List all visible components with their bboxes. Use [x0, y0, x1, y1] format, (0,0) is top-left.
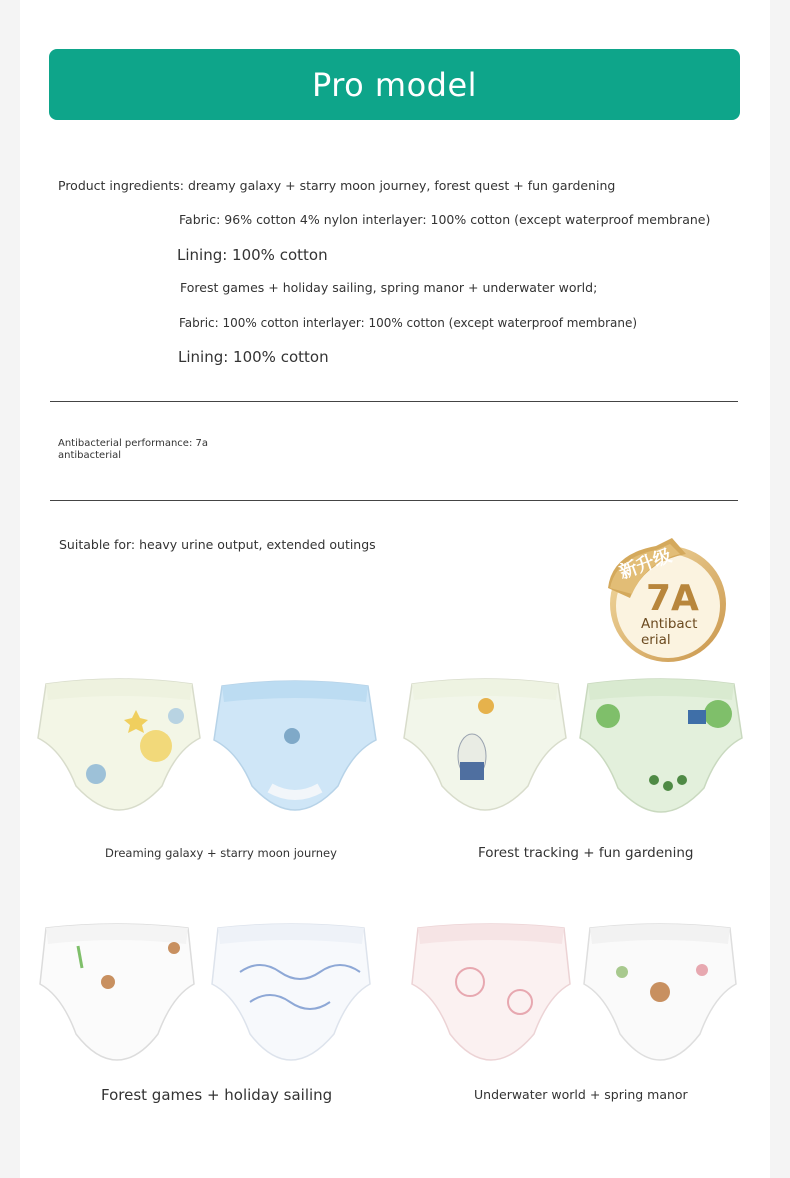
- product-image-forest-games: [38, 922, 196, 1064]
- suitable-text: Suitable for: heavy urine output, extended outings: [59, 537, 376, 552]
- caption-forest-tracking: Forest tracking + fun gardening: [478, 845, 694, 861]
- badge-top-text: 新升级: [616, 545, 675, 584]
- badge-label-1: Antibact: [641, 616, 698, 632]
- caption-forest-games: Forest games + holiday sailing: [101, 1086, 333, 1104]
- product-image-holiday-sailing: [210, 922, 372, 1064]
- caption-underwater-world: Underwater world + spring manor: [474, 1087, 688, 1102]
- divider-1: [50, 401, 738, 402]
- model-title-bar: [49, 49, 740, 120]
- badge-label-2: erial: [641, 632, 671, 648]
- product-image-moon-journey: [212, 678, 378, 816]
- product-image-spring-manor: [582, 922, 738, 1064]
- product-image-fun-gardening: [578, 676, 744, 818]
- lining-text-2: Lining: 100% cotton: [178, 348, 329, 366]
- fabric-text-2: Fabric: 100% cotton interlayer: 100% cotton (except waterproof membrane): [179, 316, 638, 330]
- caption-galaxy: Dreaming galaxy + starry moon journey: [105, 846, 337, 860]
- product-image-forest-tracking: [402, 676, 568, 816]
- antibacterial-line-2: antibacterial: [58, 450, 122, 461]
- series-text-2: Forest games + holiday sailing, spring manor + underwater world;: [180, 280, 598, 295]
- lining-text-1: Lining: 100% cotton: [177, 246, 328, 264]
- antibacterial-line-1: Antibacterial performance: 7a: [58, 438, 208, 449]
- ingredients-text: Product ingredients: dreamy galaxy + starry moon journey, forest quest + fun gardening: [58, 178, 616, 193]
- product-image-galaxy: [36, 676, 202, 816]
- divider-2: [50, 500, 738, 501]
- product-image-underwater-world: [410, 922, 572, 1064]
- model-title: Pro model: [311, 65, 478, 104]
- badge-grade: 7A: [646, 578, 699, 619]
- fabric-text-1: Fabric: 96% cotton 4% nylon interlayer: 100% cotton (except waterproof membrane): [179, 212, 711, 227]
